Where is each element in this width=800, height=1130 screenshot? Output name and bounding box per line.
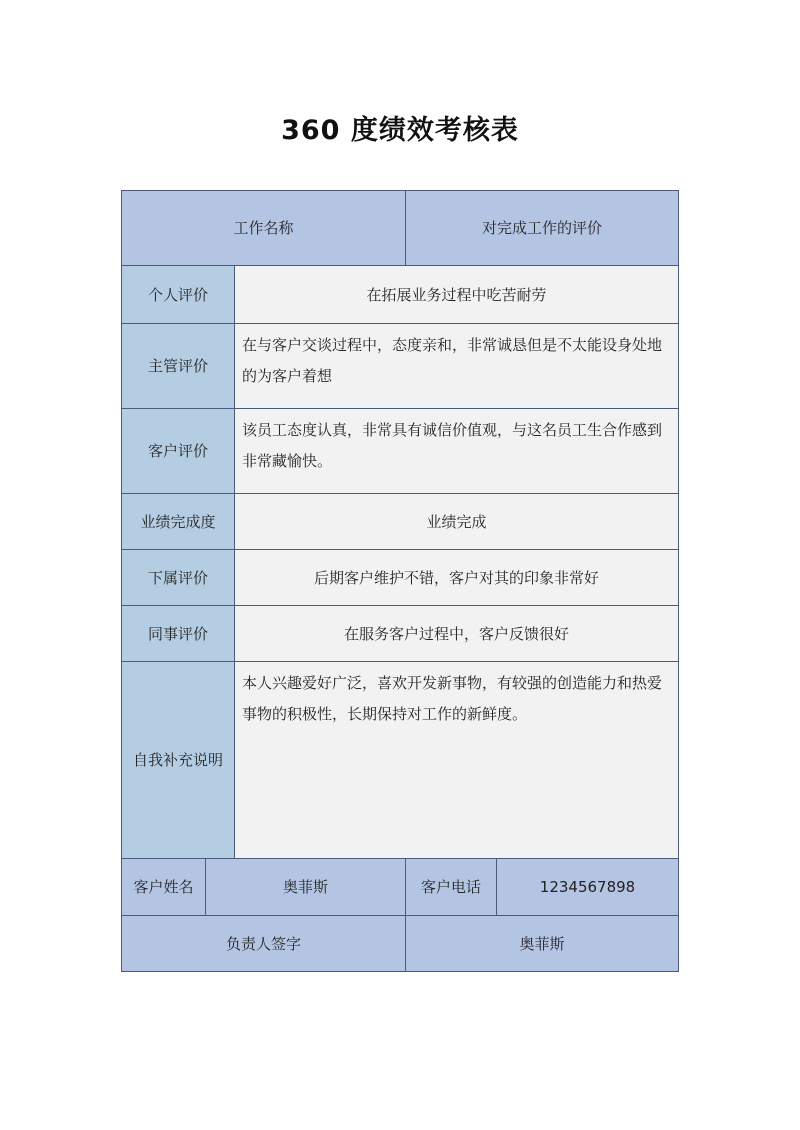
customer-name-label: 客户姓名 — [121, 859, 206, 916]
row-value-personal: 在拓展业务过程中吃苦耐劳 — [235, 266, 679, 324]
row-label-subordinate: 下属评价 — [121, 550, 235, 606]
row-label-personal: 个人评价 — [121, 266, 235, 324]
customer-phone-label: 客户电话 — [406, 859, 497, 916]
row-value-self: 本人兴趣爱好广泛，喜欢开发新事物，有较强的创造能力和热爱事物的积极性，长期保持对工作的新鲜度。 — [235, 662, 679, 859]
row-label-self: 自我补充说明 — [121, 662, 235, 859]
row-label-colleague: 同事评价 — [121, 606, 235, 662]
row-value-customer: 该员工态度认真，非常具有诚信价值观，与这名员工生合作感到非常藏愉快。 — [235, 409, 679, 494]
signature-value: 奥菲斯 — [406, 916, 679, 972]
customer-phone-value: 1234567898 — [497, 859, 679, 916]
evaluation-table — [121, 190, 679, 972]
row-value-subordinate: 后期客户维护不错，客户对其的印象非常好 — [235, 550, 679, 606]
page-title: 360 度绩效考核表 — [281, 115, 519, 146]
row-value-performance: 业绩完成 — [235, 494, 679, 550]
customer-name-value: 奥菲斯 — [206, 859, 406, 916]
row-label-performance: 业绩完成度 — [121, 494, 235, 550]
row-label-customer: 客户评价 — [121, 409, 235, 494]
header-work-name: 工作名称 — [121, 190, 406, 266]
row-value-supervisor: 在与客户交谈过程中，态度亲和，非常诚恳但是不太能设身处地的为客户着想 — [235, 324, 679, 409]
row-value-colleague: 在服务客户过程中，客户反馈很好 — [235, 606, 679, 662]
signature-label: 负责人签字 — [121, 916, 406, 972]
row-label-supervisor: 主管评价 — [121, 324, 235, 409]
header-work-evaluation: 对完成工作的评价 — [406, 190, 679, 266]
